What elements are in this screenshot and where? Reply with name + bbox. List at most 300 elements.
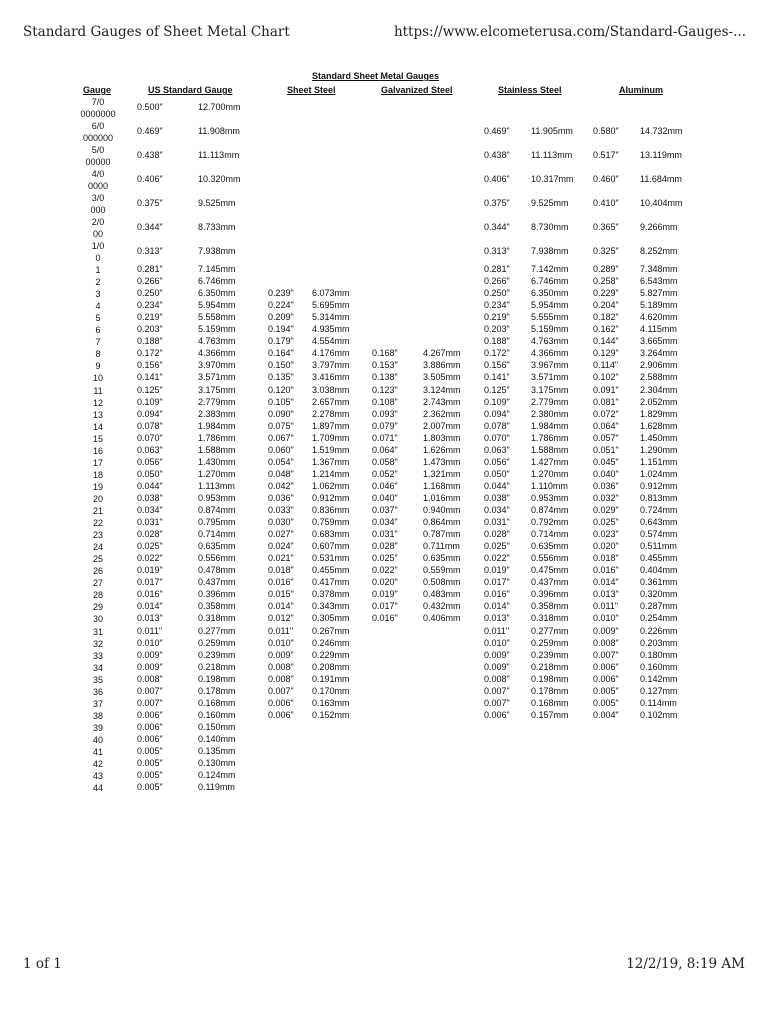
- table-row: [0, 276, 768, 288]
- gauge-line: 42: [92, 759, 103, 770]
- aluminum-mm-cell: 0.320mm: [640, 589, 678, 600]
- gauge-line: 0000: [87, 181, 109, 191]
- stainless-inch-cell: 0.006": [484, 709, 510, 720]
- us-inch-cell: 0.005": [137, 758, 163, 769]
- sheet-steel-inch-cell: 0.060": [268, 444, 294, 455]
- galvanized-mm-cell: 1.473mm: [423, 456, 461, 467]
- table-row: [0, 686, 768, 698]
- sheet-steel-inch-cell: 0.027": [268, 529, 294, 540]
- aluminum-mm-cell: 1.024mm: [640, 468, 678, 479]
- stainless-inch-cell: 0.109": [484, 396, 510, 407]
- table-row: [0, 372, 768, 384]
- us-mm-cell: 11.908mm: [198, 126, 240, 136]
- sheet-steel-mm-cell: 0.683mm: [312, 529, 350, 540]
- stainless-mm-cell: 1.427mm: [531, 456, 569, 467]
- us-inch-cell: 0.438": [137, 150, 163, 160]
- galvanized-inch-cell: 0.093": [372, 408, 398, 419]
- us-inch-cell: 0.006": [137, 709, 163, 720]
- gauge-line: 17: [92, 457, 103, 468]
- sheet-steel-inch-cell: 0.007": [268, 685, 294, 696]
- galvanized-inch-cell: 0.123": [372, 384, 398, 395]
- us-inch-cell: 0.203": [137, 324, 163, 335]
- us-mm-cell: 0.396mm: [198, 589, 236, 600]
- stainless-inch-cell: 0.009": [484, 649, 510, 660]
- us-inch-cell: 0.406": [137, 174, 163, 184]
- galvanized-mm-cell: 1.168mm: [423, 480, 461, 491]
- us-mm-cell: 2.779mm: [198, 396, 236, 407]
- stainless-mm-cell: 10.317mm: [531, 174, 574, 184]
- gauge-line: 31: [92, 626, 103, 637]
- sheet-steel-mm-cell: 3.038mm: [312, 384, 350, 395]
- galvanized-mm-cell: 0.787mm: [423, 529, 461, 540]
- galvanized-inch-cell: 0.037": [372, 505, 398, 515]
- us-mm-cell: 12.700mm: [198, 102, 241, 112]
- aluminum-mm-cell: 0.180mm: [640, 649, 678, 660]
- table-row: [0, 650, 768, 662]
- us-mm-cell: 0.795mm: [198, 517, 236, 528]
- galvanized-inch-cell: 0.058": [372, 456, 398, 467]
- us-mm-cell: 0.259mm: [198, 637, 236, 648]
- gauge-line: 0: [95, 253, 101, 263]
- gauge-cell: [78, 144, 118, 168]
- gauge-cell: [78, 493, 118, 505]
- gauge-line: 5/0: [91, 145, 105, 155]
- us-mm-cell: 4.763mm: [198, 336, 236, 347]
- galvanized-inch-cell: 0.064": [372, 444, 398, 455]
- gauge-line: 16: [92, 445, 103, 456]
- us-inch-cell: 0.094": [137, 408, 163, 419]
- sheet-steel-mm-cell: 0.343mm: [312, 601, 350, 612]
- table-row: [0, 698, 768, 710]
- stainless-inch-cell: 0.203": [484, 324, 510, 335]
- col-header-gauge: Gauge: [83, 85, 112, 95]
- table-row: [0, 529, 768, 541]
- stainless-inch-cell: 0.014": [484, 601, 510, 612]
- sheet-steel-mm-cell: 2.657mm: [312, 396, 350, 407]
- table-row: [0, 577, 768, 589]
- stainless-inch-cell: 0.141": [484, 372, 510, 383]
- gauge-cell: [78, 589, 118, 601]
- us-inch-cell: 0.022": [137, 553, 163, 564]
- stainless-mm-cell: 3.571mm: [531, 372, 569, 383]
- us-mm-cell: 0.635mm: [198, 541, 236, 552]
- table-row: [0, 746, 768, 758]
- sheet-steel-mm-cell: 0.531mm: [312, 553, 350, 564]
- aluminum-inch-cell: 0.011": [593, 601, 619, 612]
- print-datetime: 12/2/19, 8:19 AM: [626, 956, 745, 972]
- gauge-line: 30: [92, 614, 103, 625]
- gauge-line: 2/0: [91, 217, 105, 227]
- table-row: [0, 638, 768, 650]
- stainless-mm-cell: 3.175mm: [531, 384, 569, 395]
- galvanized-inch-cell: 0.034": [372, 517, 398, 528]
- sheet-steel-inch-cell: 0.105": [268, 396, 294, 407]
- gauge-cell: [78, 674, 118, 686]
- gauge-line: 00000: [85, 157, 111, 167]
- col-header-sheet-steel: Sheet Steel: [287, 85, 336, 95]
- stainless-inch-cell: 0.056": [484, 456, 510, 467]
- gauge-line: 13: [92, 409, 103, 420]
- sheet-steel-inch-cell: 0.209": [268, 312, 294, 323]
- us-inch-cell: 0.025": [137, 541, 163, 552]
- table-row: [0, 240, 768, 264]
- stainless-inch-cell: 0.438": [484, 150, 510, 160]
- sheet-steel-mm-cell: 4.935mm: [312, 324, 350, 335]
- sheet-steel-inch-cell: 0.048": [268, 468, 294, 479]
- table-row: [0, 385, 768, 397]
- galvanized-inch-cell: 0.108": [372, 396, 398, 407]
- us-inch-cell: 0.375": [137, 198, 163, 208]
- aluminum-mm-cell: 9.266mm: [640, 222, 678, 232]
- aluminum-inch-cell: 0.460": [593, 174, 619, 184]
- table-row: [0, 445, 768, 457]
- gauge-line: 3: [95, 289, 101, 300]
- gauge-cell: [78, 722, 118, 734]
- gauge-line: 23: [92, 530, 103, 541]
- stainless-inch-cell: 0.017": [484, 577, 510, 588]
- aluminum-mm-cell: 13.119mm: [640, 150, 682, 160]
- gauge-line: 24: [92, 542, 103, 553]
- gauge-cell: [78, 397, 118, 409]
- us-mm-cell: 1.588mm: [198, 444, 236, 455]
- sheet-steel-inch-cell: 0.042": [268, 480, 294, 491]
- gauge-cell: [78, 168, 118, 192]
- sheet-steel-mm-cell: 1.897mm: [312, 420, 350, 431]
- table-row: [0, 360, 768, 372]
- gauge-line: 21: [92, 506, 103, 516]
- gauge-line: 11: [93, 385, 103, 396]
- aluminum-mm-cell: 0.511mm: [640, 541, 677, 552]
- gauge-cell: [78, 457, 118, 469]
- stainless-inch-cell: 0.313": [484, 246, 510, 256]
- stainless-inch-cell: 0.028": [484, 529, 510, 540]
- gauge-cell: [78, 770, 118, 782]
- table-row: [0, 457, 768, 469]
- gauge-cell: [78, 96, 118, 120]
- sheet-steel-inch-cell: 0.024": [268, 541, 294, 552]
- gauge-cell: [78, 734, 118, 746]
- gauge-line: 36: [92, 686, 103, 697]
- gauge-cell: [78, 577, 118, 589]
- table-row: [0, 505, 768, 517]
- us-inch-cell: 0.014": [137, 601, 163, 612]
- aluminum-mm-cell: 0.142mm: [640, 673, 678, 684]
- stainless-inch-cell: 0.234": [484, 300, 510, 311]
- aluminum-inch-cell: 0.258": [593, 276, 619, 287]
- stainless-mm-cell: 0.714mm: [531, 529, 569, 540]
- us-inch-cell: 0.109": [137, 396, 163, 407]
- us-inch-cell: 0.141": [137, 372, 163, 383]
- sheet-steel-mm-cell: 0.170mm: [312, 685, 350, 696]
- us-inch-cell: 0.056": [137, 456, 163, 467]
- sheet-steel-inch-cell: 0.008": [268, 661, 294, 672]
- gauge-line: 29: [92, 602, 103, 613]
- stainless-inch-cell: 0.009": [484, 661, 510, 672]
- sheet-steel-mm-cell: 0.417mm: [312, 577, 350, 588]
- sheet-steel-mm-cell: 0.191mm: [312, 673, 350, 684]
- stainless-inch-cell: 0.172": [484, 348, 510, 359]
- gauge-line: 10: [92, 373, 103, 384]
- table-row: [0, 120, 768, 144]
- stainless-mm-cell: 1.270mm: [531, 468, 569, 479]
- aluminum-mm-cell: 6.543mm: [640, 276, 678, 287]
- stainless-mm-cell: 2.779mm: [531, 396, 569, 407]
- us-mm-cell: 0.714mm: [198, 529, 236, 540]
- gauge-cell: [78, 192, 118, 216]
- aluminum-mm-cell: 4.620mm: [640, 312, 678, 323]
- gauge-cell: [78, 372, 118, 384]
- galvanized-mm-cell: 0.635mm: [423, 553, 461, 564]
- us-inch-cell: 0.011": [137, 625, 163, 636]
- sheet-steel-inch-cell: 0.224": [268, 300, 294, 311]
- aluminum-mm-cell: 1.450mm: [640, 432, 678, 443]
- sheet-steel-mm-cell: 6.073mm: [312, 288, 350, 299]
- stainless-inch-cell: 0.025": [484, 541, 510, 552]
- stainless-mm-cell: 5.555mm: [531, 312, 569, 323]
- us-mm-cell: 1.984mm: [198, 420, 236, 431]
- us-mm-cell: 2.383mm: [198, 408, 236, 419]
- us-inch-cell: 0.013": [137, 613, 163, 624]
- col-header-stainless: Stainless Steel: [498, 85, 562, 95]
- aluminum-mm-cell: 2.906mm: [640, 360, 678, 371]
- gauge-line: 1: [95, 265, 101, 275]
- aluminum-mm-cell: 10.404mm: [640, 198, 683, 208]
- stainless-inch-cell: 0.125": [484, 384, 510, 395]
- aluminum-inch-cell: 0.144": [593, 336, 619, 347]
- stainless-mm-cell: 0.157mm: [531, 709, 569, 720]
- stainless-inch-cell: 0.007": [484, 697, 510, 708]
- galvanized-mm-cell: 1.803mm: [423, 432, 461, 443]
- gauge-line: 27: [92, 578, 103, 589]
- us-inch-cell: 0.219": [137, 312, 163, 323]
- aluminum-mm-cell: 1.628mm: [640, 420, 678, 431]
- sheet-steel-inch-cell: 0.150": [268, 360, 294, 371]
- galvanized-inch-cell: 0.025": [372, 553, 398, 564]
- sheet-steel-inch-cell: 0.009": [268, 649, 294, 660]
- galvanized-mm-cell: 2.362mm: [423, 408, 461, 419]
- table-row: [0, 782, 768, 794]
- aluminum-mm-cell: 1.290mm: [640, 444, 678, 455]
- gauge-line: 8: [95, 349, 101, 360]
- gauge-cell: [78, 445, 118, 457]
- aluminum-inch-cell: 0.005": [593, 685, 619, 696]
- galvanized-inch-cell: 0.168": [372, 348, 398, 359]
- us-mm-cell: 7.145mm: [198, 264, 236, 274]
- table-row: [0, 409, 768, 421]
- us-inch-cell: 0.005": [137, 746, 163, 756]
- gauge-line: 000000: [82, 133, 114, 143]
- us-inch-cell: 0.234": [137, 300, 163, 311]
- table-row: [0, 517, 768, 529]
- sheet-steel-mm-cell: 0.759mm: [312, 517, 350, 528]
- us-mm-cell: 0.119mm: [198, 782, 235, 793]
- table-row: [0, 626, 768, 638]
- aluminum-mm-cell: 0.203mm: [640, 637, 678, 648]
- stainless-mm-cell: 0.178mm: [531, 685, 569, 696]
- table-row: [0, 300, 768, 312]
- aluminum-inch-cell: 0.010": [593, 613, 619, 624]
- stainless-mm-cell: 7.938mm: [531, 246, 569, 256]
- stainless-inch-cell: 0.013": [484, 613, 510, 624]
- us-inch-cell: 0.007": [137, 697, 163, 708]
- aluminum-inch-cell: 0.057": [593, 432, 619, 443]
- gauge-line: 19: [92, 481, 103, 492]
- stainless-mm-cell: 4.366mm: [531, 348, 569, 359]
- gauge-cell: [78, 385, 118, 397]
- aluminum-inch-cell: 0.025": [593, 517, 619, 528]
- gauge-cell: [78, 553, 118, 565]
- sheet-steel-inch-cell: 0.036": [268, 492, 294, 503]
- us-mm-cell: 11.113mm: [198, 150, 240, 160]
- aluminum-inch-cell: 0.016": [593, 565, 619, 576]
- galvanized-inch-cell: 0.020": [372, 577, 398, 588]
- gauge-cell: [78, 758, 118, 770]
- aluminum-inch-cell: 0.023": [593, 529, 619, 540]
- galvanized-mm-cell: 0.864mm: [423, 517, 461, 528]
- galvanized-inch-cell: 0.017": [372, 601, 398, 612]
- gauge-cell: [78, 505, 118, 517]
- gauge-line: 34: [92, 662, 103, 673]
- sheet-steel-inch-cell: 0.067": [268, 432, 294, 443]
- us-inch-cell: 0.038": [137, 492, 163, 503]
- stainless-mm-cell: 8.730mm: [531, 222, 569, 232]
- stainless-mm-cell: 6.746mm: [531, 276, 569, 287]
- stainless-inch-cell: 0.034": [484, 505, 510, 515]
- sheet-steel-inch-cell: 0.164": [268, 348, 294, 359]
- table-row: [0, 312, 768, 324]
- stainless-mm-cell: 6.350mm: [531, 288, 569, 299]
- gauge-line: 18: [92, 469, 103, 480]
- us-inch-cell: 0.009": [137, 649, 163, 660]
- table-row: [0, 674, 768, 686]
- page-number: 1 of 1: [23, 956, 62, 972]
- us-mm-cell: 0.874mm: [198, 505, 236, 515]
- page-title: Standard Gauges of Sheet Metal Chart: [23, 24, 290, 40]
- us-inch-cell: 0.469": [137, 126, 163, 136]
- aluminum-mm-cell: 0.114mm: [640, 697, 677, 708]
- aluminum-inch-cell: 0.013": [593, 589, 619, 600]
- stainless-inch-cell: 0.250": [484, 288, 510, 299]
- stainless-inch-cell: 0.281": [484, 264, 510, 274]
- sheet-steel-inch-cell: 0.075": [268, 420, 294, 431]
- gauge-cell: [78, 529, 118, 541]
- aluminum-inch-cell: 0.102": [593, 372, 619, 383]
- aluminum-inch-cell: 0.005": [593, 697, 619, 708]
- stainless-inch-cell: 0.063": [484, 444, 510, 455]
- aluminum-inch-cell: 0.032": [593, 492, 619, 503]
- us-mm-cell: 0.318mm: [198, 613, 236, 624]
- sheet-steel-inch-cell: 0.011": [268, 625, 294, 636]
- us-mm-cell: 3.571mm: [198, 372, 236, 383]
- aluminum-inch-cell: 0.517": [593, 150, 619, 160]
- sheet-steel-inch-cell: 0.006": [268, 697, 294, 708]
- table-row: [0, 264, 768, 276]
- aluminum-inch-cell: 0.289": [593, 264, 619, 274]
- us-inch-cell: 0.050": [137, 468, 163, 479]
- aluminum-mm-cell: 0.574mm: [640, 529, 678, 540]
- gauge-line: 3/0: [91, 193, 105, 203]
- us-mm-cell: 0.556mm: [198, 553, 236, 564]
- table-row: [0, 324, 768, 336]
- us-mm-cell: 0.277mm: [198, 625, 236, 636]
- gauge-cell: [78, 782, 118, 794]
- galvanized-inch-cell: 0.016": [372, 613, 398, 624]
- us-inch-cell: 0.006": [137, 721, 163, 732]
- gauge-cell: [78, 517, 118, 529]
- aluminum-inch-cell: 0.040": [593, 468, 619, 479]
- aluminum-mm-cell: 0.912mm: [640, 480, 678, 491]
- aluminum-mm-cell: 0.455mm: [640, 553, 678, 564]
- us-inch-cell: 0.266": [137, 276, 163, 287]
- table-row: [0, 433, 768, 445]
- stainless-mm-cell: 0.475mm: [531, 565, 569, 576]
- us-inch-cell: 0.019": [137, 565, 163, 576]
- table-row: [0, 565, 768, 577]
- galvanized-mm-cell: 1.321mm: [423, 468, 461, 479]
- galvanized-mm-cell: 2.743mm: [423, 396, 461, 407]
- stainless-mm-cell: 0.318mm: [531, 613, 569, 624]
- us-mm-cell: 0.130mm: [198, 758, 236, 769]
- us-mm-cell: 0.218mm: [198, 661, 236, 672]
- aluminum-inch-cell: 0.229": [593, 288, 619, 299]
- stainless-mm-cell: 0.218mm: [531, 661, 569, 672]
- sheet-steel-mm-cell: 0.267mm: [312, 625, 350, 636]
- aluminum-mm-cell: 0.643mm: [640, 517, 678, 528]
- aluminum-inch-cell: 0.204": [593, 300, 619, 311]
- aluminum-inch-cell: 0.064": [593, 420, 619, 431]
- us-mm-cell: 0.953mm: [198, 492, 236, 503]
- sheet-steel-mm-cell: 1.062mm: [312, 480, 350, 491]
- stainless-mm-cell: 1.588mm: [531, 444, 569, 455]
- us-inch-cell: 0.078": [137, 420, 163, 431]
- gauge-cell: [78, 686, 118, 698]
- us-mm-cell: 6.746mm: [198, 276, 236, 287]
- us-inch-cell: 0.034": [137, 505, 163, 515]
- stainless-mm-cell: 0.277mm: [531, 625, 569, 636]
- us-mm-cell: 5.954mm: [198, 300, 236, 311]
- stainless-inch-cell: 0.344": [484, 222, 510, 232]
- gauge-line: 6: [95, 325, 101, 336]
- sheet-steel-inch-cell: 0.021": [268, 553, 294, 564]
- gauge-cell: [78, 300, 118, 312]
- sheet-steel-mm-cell: 1.367mm: [312, 456, 350, 467]
- sheet-steel-inch-cell: 0.239": [268, 288, 294, 299]
- galvanized-mm-cell: 0.711mm: [423, 541, 460, 552]
- us-mm-cell: 10.320mm: [198, 174, 241, 184]
- gauge-cell: [78, 481, 118, 493]
- us-inch-cell: 0.031": [137, 517, 163, 528]
- gauge-line: 000: [90, 205, 106, 215]
- gauge-cell: [78, 469, 118, 481]
- aluminum-mm-cell: 0.254mm: [640, 613, 678, 624]
- us-inch-cell: 0.028": [137, 529, 163, 540]
- table-row: [0, 144, 768, 168]
- us-mm-cell: 0.140mm: [198, 733, 236, 744]
- us-mm-cell: 6.350mm: [198, 288, 236, 299]
- stainless-mm-cell: 0.396mm: [531, 589, 569, 600]
- us-mm-cell: 0.198mm: [198, 673, 236, 684]
- stainless-inch-cell: 0.019": [484, 565, 510, 576]
- stainless-mm-cell: 4.763mm: [531, 336, 569, 347]
- col-header-us-standard: US Standard Gauge: [148, 85, 233, 95]
- galvanized-mm-cell: 0.406mm: [423, 613, 461, 624]
- stainless-mm-cell: 0.358mm: [531, 601, 569, 612]
- aluminum-inch-cell: 0.004": [593, 709, 619, 720]
- sheet-steel-mm-cell: 5.314mm: [312, 312, 350, 323]
- us-inch-cell: 0.008": [137, 673, 163, 684]
- table-row: [0, 421, 768, 433]
- gauge-cell: [78, 324, 118, 336]
